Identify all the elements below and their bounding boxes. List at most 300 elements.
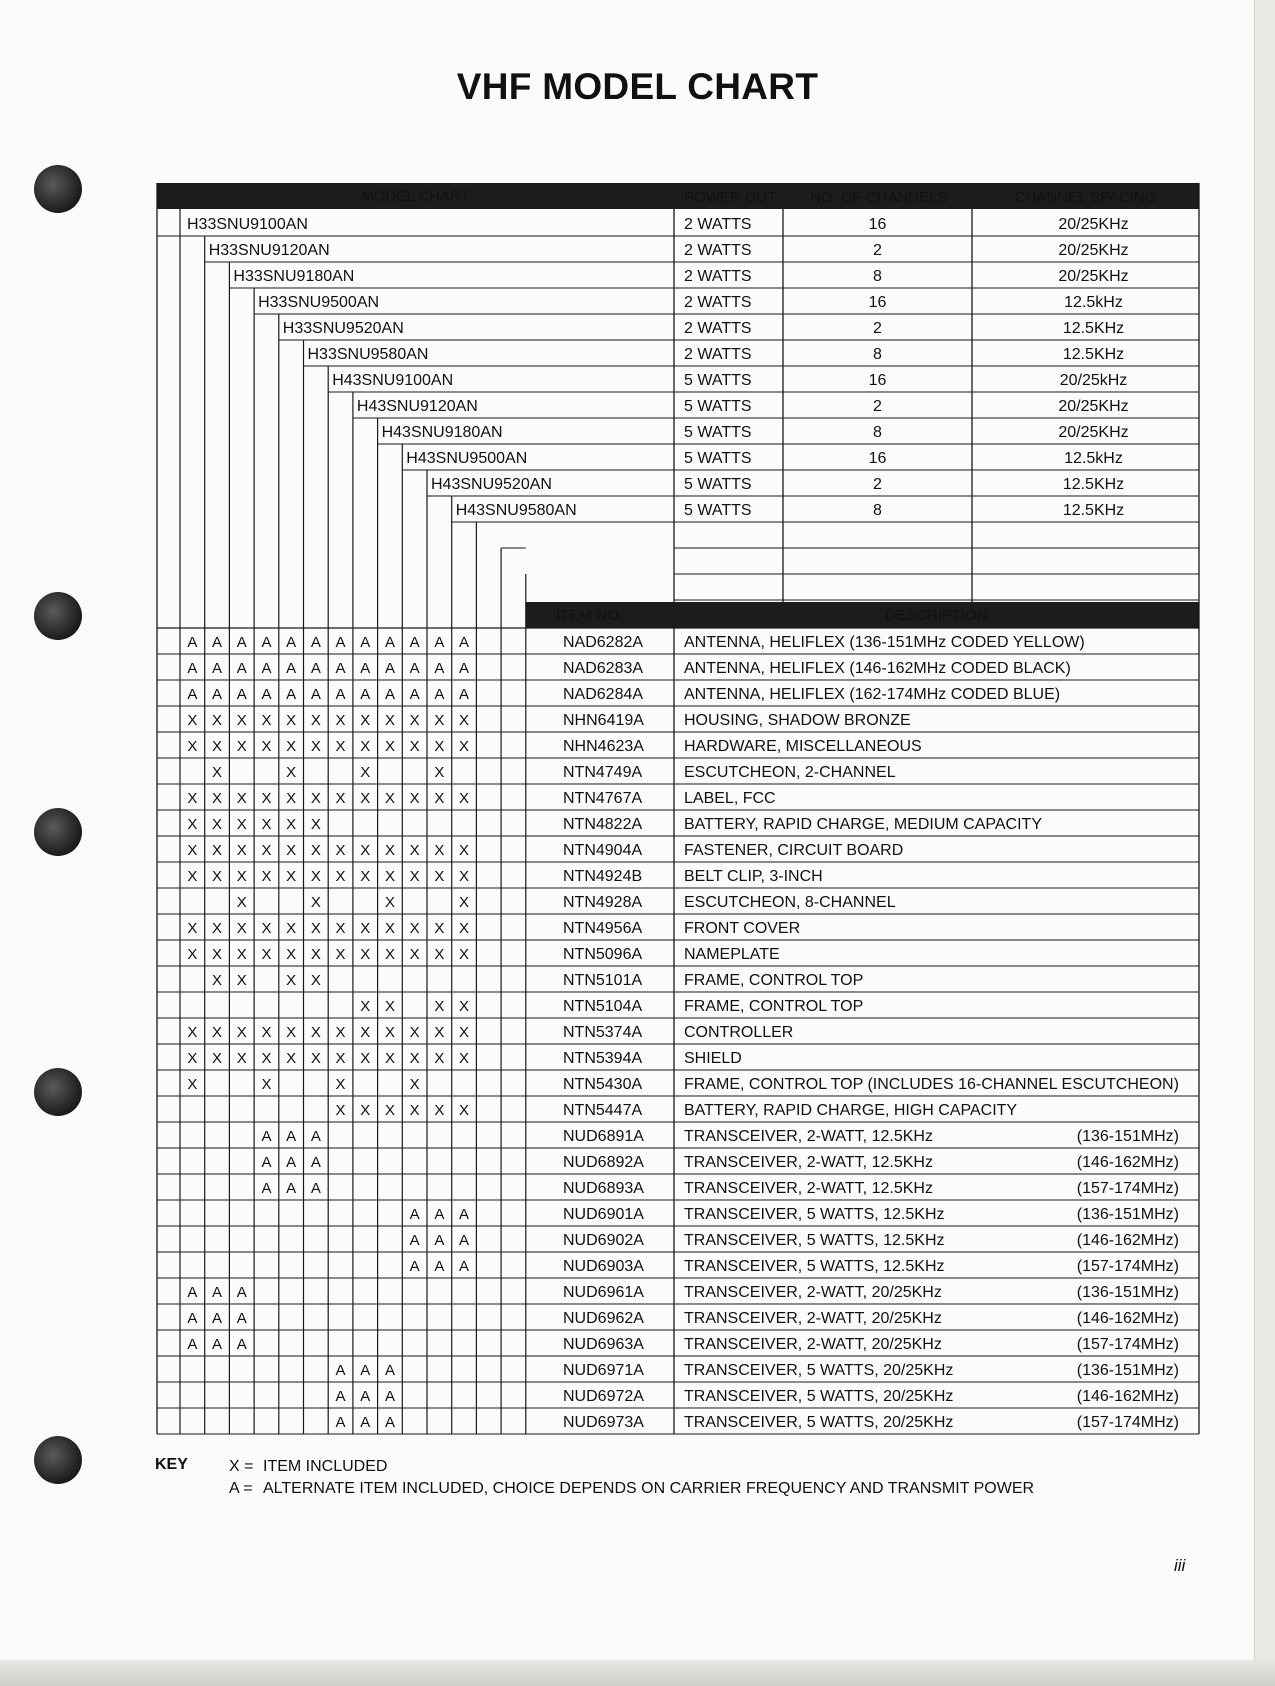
item-mark: X (286, 712, 297, 729)
key-text: ALTERNATE ITEM INCLUDED, CHOICE DEPENDS ON CARRIER FREQUENCY AND TRANSMIT POWER (263, 1480, 1035, 1497)
item-mark: X (384, 998, 395, 1015)
item-mark: X (261, 1076, 272, 1093)
item-mark: X (187, 1076, 198, 1093)
power-out-value: 2 WATTS (684, 216, 752, 233)
item-mark: A (384, 686, 395, 703)
channel-spacing-value: 12.5kHz (1064, 294, 1123, 311)
item-mark: X (384, 920, 395, 937)
item-number: NTN5104A (563, 998, 643, 1015)
item-number: NTN4956A (563, 920, 643, 937)
power-out-value: 5 WATTS (684, 372, 752, 389)
item-mark: A (286, 1180, 297, 1197)
item-number: NUD6892A (563, 1154, 644, 1171)
item-number: NTN5394A (563, 1050, 643, 1067)
channel-spacing-value: 20/25KHz (1058, 216, 1129, 233)
item-mark: X (409, 790, 420, 807)
item-mark: A (409, 1258, 420, 1275)
item-description: ANTENNA, HELIFLEX (162-174MHz CODED BLUE) (684, 686, 1061, 703)
item-mark: X (310, 1050, 321, 1067)
item-mark: X (459, 738, 470, 755)
item-mark: X (286, 920, 297, 937)
item-mark: X (459, 920, 470, 937)
item-mark: X (261, 842, 272, 859)
item-mark: X (335, 1050, 346, 1067)
item-frequency-range: (146-162MHz) (1076, 1232, 1179, 1249)
item-frequency-range: (146-162MHz) (1076, 1154, 1179, 1171)
item-mark: X (286, 842, 297, 859)
item-mark: X (286, 972, 297, 989)
item-mark: X (261, 712, 272, 729)
item-mark: A (236, 660, 247, 677)
power-out-value: 2 WATTS (684, 242, 752, 259)
item-mark: A (310, 1128, 321, 1145)
item-number: NUD6891A (563, 1128, 644, 1145)
channel-spacing-value: 20/25KHz (1058, 398, 1129, 415)
item-mark: X (261, 946, 272, 963)
item-mark: A (187, 660, 198, 677)
header-channel-spacing: CHANNEL SPACING (1014, 189, 1157, 206)
item-mark: X (409, 920, 420, 937)
channel-spacing-value: 20/25KHz (1058, 268, 1129, 285)
item-mark: X (236, 712, 247, 729)
item-mark: X (384, 894, 395, 911)
item-mark: X (384, 842, 395, 859)
item-number: NTN5430A (563, 1076, 643, 1093)
item-mark: X (459, 946, 470, 963)
item-mark: A (310, 1154, 321, 1171)
item-mark: X (384, 946, 395, 963)
item-mark: A (384, 634, 395, 651)
item-mark: A (187, 1310, 198, 1327)
item-mark: X (187, 790, 198, 807)
item-mark: X (335, 1076, 346, 1093)
item-mark: X (261, 1050, 272, 1067)
item-mark: A (384, 660, 395, 677)
item-mark: X (335, 790, 346, 807)
item-mark: X (286, 946, 297, 963)
item-mark: X (187, 842, 198, 859)
item-mark: X (360, 1024, 371, 1041)
item-mark: X (434, 1024, 445, 1041)
item-mark: X (434, 712, 445, 729)
item-mark: X (187, 1024, 198, 1041)
item-mark: X (212, 1024, 223, 1041)
item-mark: X (212, 764, 223, 781)
item-description: FRONT COVER (684, 920, 801, 937)
model-name: H43SNU9120AN (356, 398, 478, 415)
model-name: H43SNU9100AN (332, 372, 454, 389)
item-mark: A (384, 1362, 395, 1379)
power-out-value: 2 WATTS (684, 346, 752, 363)
item-mark: X (310, 894, 321, 911)
item-number: NHN4623A (563, 738, 644, 755)
item-mark: X (459, 712, 470, 729)
item-mark: X (212, 972, 223, 989)
model-name: H43SNU9520AN (431, 476, 552, 493)
item-description: TRANSCEIVER, 5 WATTS, 20/25KHz (684, 1362, 954, 1379)
item-mark: X (286, 738, 297, 755)
item-mark: X (187, 946, 198, 963)
item-mark: X (434, 790, 445, 807)
item-mark: X (335, 712, 346, 729)
item-mark: X (360, 764, 371, 781)
item-mark: X (409, 1102, 420, 1119)
item-mark: X (360, 842, 371, 859)
item-description: TRANSCEIVER, 5 WATTS, 12.5KHz (684, 1206, 945, 1223)
item-mark: X (409, 1076, 420, 1093)
item-description: TRANSCEIVER, 2-WATT, 12.5KHz (684, 1180, 933, 1197)
item-mark: X (434, 946, 445, 963)
item-mark: X (409, 868, 420, 885)
key-entry-x (229, 1458, 387, 1476)
key-symbol: X = (229, 1458, 254, 1475)
item-frequency-range: (136-151MHz) (1076, 1362, 1179, 1379)
item-description: ANTENNA, HELIFLEX (146-162MHz CODED BLACK) (684, 660, 1071, 677)
item-number: NTN5374A (563, 1024, 643, 1041)
item-description: ANTENNA, HELIFLEX (136-151MHz CODED YELLOW) (684, 634, 1085, 651)
item-mark: X (360, 868, 371, 885)
item-mark: X (384, 738, 395, 755)
item-mark: X (360, 920, 371, 937)
channel-spacing-value: 12.5kHz (1064, 450, 1123, 467)
item-number: NAD6282A (563, 634, 644, 651)
item-mark: A (360, 1388, 371, 1405)
item-mark: X (409, 712, 420, 729)
item-description: TRANSCEIVER, 2-WATT, 20/25KHz (684, 1336, 942, 1353)
item-mark: X (212, 1050, 223, 1067)
item-number: NUD6963A (563, 1336, 644, 1353)
item-mark: A (286, 634, 297, 651)
item-mark: A (459, 1258, 470, 1275)
item-mark: A (212, 634, 223, 651)
item-description: FRAME, CONTROL TOP (INCLUDES 16-CHANNEL ESCUTCHEON) (684, 1076, 1179, 1093)
item-number: NUD6902A (563, 1232, 644, 1249)
model-name: H43SNU9180AN (381, 424, 503, 441)
item-mark: X (236, 920, 247, 937)
model-name: H33SNU9180AN (233, 268, 355, 285)
item-mark: X (360, 998, 371, 1015)
channel-spacing-value: 20/25KHz (1058, 424, 1129, 441)
item-mark: X (310, 1024, 321, 1041)
item-mark: A (187, 634, 198, 651)
item-mark: A (409, 660, 420, 677)
item-mark: X (384, 1050, 395, 1067)
power-out-value: 2 WATTS (684, 268, 752, 285)
item-mark: A (434, 1258, 445, 1275)
item-mark: A (212, 1310, 223, 1327)
item-number: NUD6893A (563, 1180, 644, 1197)
item-number: NUD6903A (563, 1258, 644, 1275)
item-mark: X (360, 946, 371, 963)
item-mark: X (212, 790, 223, 807)
item-description: TRANSCEIVER, 5 WATTS, 20/25KHz (684, 1388, 954, 1405)
item-mark: X (384, 1024, 395, 1041)
item-mark: X (310, 868, 321, 885)
item-mark: A (434, 660, 445, 677)
power-out-value: 5 WATTS (684, 450, 752, 467)
item-number: NUD6901A (563, 1206, 644, 1223)
item-frequency-range: (136-151MHz) (1076, 1206, 1179, 1223)
item-mark: X (409, 946, 420, 963)
item-mark: X (360, 712, 371, 729)
key-entry-a (229, 1480, 1034, 1498)
item-number: NUD6972A (563, 1388, 644, 1405)
item-description: ESCUTCHEON, 2-CHANNEL (684, 764, 896, 781)
item-description: LABEL, FCC (684, 790, 776, 807)
item-mark: X (360, 738, 371, 755)
item-mark: A (212, 660, 223, 677)
item-mark: X (434, 868, 445, 885)
item-mark: X (310, 842, 321, 859)
item-mark: X (335, 1024, 346, 1041)
item-mark: X (335, 946, 346, 963)
channel-count-value: 2 (873, 398, 882, 415)
item-mark: X (236, 790, 247, 807)
model-name: H43SNU9580AN (455, 502, 577, 519)
item-mark: A (310, 686, 321, 703)
item-mark: A (236, 634, 247, 651)
item-number: NAD6283A (563, 660, 644, 677)
item-mark: A (360, 1362, 371, 1379)
item-mark: X (434, 1050, 445, 1067)
item-description: TRANSCEIVER, 5 WATTS, 12.5KHz (684, 1232, 945, 1249)
item-mark: X (212, 738, 223, 755)
item-number: NTN4822A (563, 816, 643, 833)
item-mark: X (310, 790, 321, 807)
channel-count-value: 8 (873, 502, 882, 519)
model-name: H33SNU9120AN (208, 242, 330, 259)
item-mark: A (459, 1206, 470, 1223)
item-description: BATTERY, RAPID CHARGE, HIGH CAPACITY (684, 1102, 1018, 1119)
item-mark: A (187, 1336, 198, 1353)
item-number: NUD6962A (563, 1310, 644, 1327)
item-mark: X (459, 842, 470, 859)
item-mark: X (212, 816, 223, 833)
item-mark: A (384, 1388, 395, 1405)
header-channels: NO. OF CHANNELS (810, 189, 948, 206)
item-mark: X (261, 868, 272, 885)
item-description: BATTERY, RAPID CHARGE, MEDIUM CAPACITY (684, 816, 1042, 833)
item-description: FRAME, CONTROL TOP (684, 998, 864, 1015)
item-number: NUD6961A (563, 1284, 644, 1301)
item-mark: X (335, 1102, 346, 1119)
item-mark: A (409, 686, 420, 703)
items-header-bar (526, 602, 1199, 628)
item-mark: X (360, 1050, 371, 1067)
item-number: NTN5101A (563, 972, 643, 989)
item-mark: X (434, 738, 445, 755)
item-mark: X (286, 764, 297, 781)
item-mark: A (360, 686, 371, 703)
item-mark: X (434, 842, 445, 859)
header-model-chart: MODEL CHART (361, 188, 470, 205)
item-number: NTN5447A (563, 1102, 643, 1119)
item-mark: X (236, 894, 247, 911)
item-mark: X (236, 946, 247, 963)
item-mark: A (261, 1154, 272, 1171)
item-mark: X (236, 842, 247, 859)
item-description: TRANSCEIVER, 2-WATT, 12.5KHz (684, 1154, 933, 1171)
item-mark: A (261, 1128, 272, 1145)
item-mark: A (434, 1206, 445, 1223)
item-mark: X (236, 1024, 247, 1041)
item-mark: A (261, 686, 272, 703)
power-out-value: 5 WATTS (684, 398, 752, 415)
item-mark: X (261, 738, 272, 755)
power-out-value: 5 WATTS (684, 476, 752, 493)
item-description: TRANSCEIVER, 2-WATT, 20/25KHz (684, 1284, 942, 1301)
item-mark: A (236, 1336, 247, 1353)
item-mark: X (434, 1102, 445, 1119)
item-mark: X (261, 1024, 272, 1041)
channel-spacing-value: 12.5KHz (1062, 320, 1125, 337)
item-mark: X (187, 868, 198, 885)
item-description: SHIELD (684, 1050, 742, 1067)
channel-count-value: 8 (873, 424, 882, 441)
item-mark: A (212, 1284, 223, 1301)
item-number: NUD6971A (563, 1362, 644, 1379)
channel-spacing-value: 12.5KHz (1062, 346, 1125, 363)
item-mark: X (310, 920, 321, 937)
channel-count-value: 16 (868, 450, 887, 467)
channel-count-value: 16 (868, 216, 887, 233)
model-name: H33SNU9100AN (187, 216, 308, 233)
item-number: NTN4904A (563, 842, 643, 859)
item-mark: A (310, 1180, 321, 1197)
channel-count-value: 2 (873, 320, 882, 337)
item-number: NTN4924B (563, 868, 643, 885)
item-mark: A (212, 1336, 223, 1353)
item-mark: X (459, 868, 470, 885)
channel-count-value: 8 (873, 268, 882, 285)
item-mark: A (335, 634, 346, 651)
item-mark: A (261, 634, 272, 651)
item-mark: X (286, 790, 297, 807)
item-mark: X (434, 920, 445, 937)
item-mark: X (434, 998, 445, 1015)
item-number: NAD6284A (563, 686, 644, 703)
power-out-value: 5 WATTS (684, 424, 752, 441)
item-description: ESCUTCHEON, 8-CHANNEL (684, 894, 896, 911)
item-mark: X (360, 1102, 371, 1119)
item-mark: X (360, 790, 371, 807)
item-number: NUD6973A (563, 1414, 644, 1431)
item-frequency-range: (157-174MHz) (1076, 1180, 1179, 1197)
item-mark: A (459, 634, 470, 651)
item-frequency-range: (146-162MHz) (1076, 1388, 1179, 1405)
item-mark: X (310, 946, 321, 963)
item-mark: X (335, 868, 346, 885)
power-out-value: 5 WATTS (684, 502, 752, 519)
item-mark: X (212, 842, 223, 859)
item-mark: A (236, 1310, 247, 1327)
item-mark: X (459, 1024, 470, 1041)
item-mark: X (459, 790, 470, 807)
item-mark: X (286, 868, 297, 885)
item-mark: A (459, 660, 470, 677)
item-mark: X (384, 712, 395, 729)
item-mark: X (384, 1102, 395, 1119)
channel-spacing-value: 12.5KHz (1062, 502, 1125, 519)
item-mark: X (187, 1050, 198, 1067)
model-name: H33SNU9500AN (258, 294, 380, 311)
channel-spacing-value: 20/25KHz (1058, 242, 1129, 259)
item-mark: A (434, 634, 445, 651)
item-mark: A (384, 1414, 395, 1431)
channel-count-value: 2 (873, 242, 882, 259)
page-number: iii (1174, 1556, 1186, 1575)
model-name: H33SNU9520AN (282, 320, 404, 337)
header-description: DESCRIPTION (885, 607, 988, 624)
item-mark: A (261, 660, 272, 677)
model-name: H43SNU9500AN (406, 450, 528, 467)
item-mark: X (212, 920, 223, 937)
item-mark: A (212, 686, 223, 703)
channel-count-value: 2 (873, 476, 882, 493)
item-mark: X (384, 868, 395, 885)
item-number: NTN4928A (563, 894, 643, 911)
item-frequency-range: (157-174MHz) (1076, 1414, 1179, 1431)
item-number: NHN6419A (563, 712, 644, 729)
item-mark: X (409, 1024, 420, 1041)
item-mark: X (459, 1050, 470, 1067)
item-mark: X (212, 946, 223, 963)
model-name: H33SNU9580AN (307, 346, 429, 363)
item-mark: A (187, 1284, 198, 1301)
channel-spacing-value: 20/25kHz (1059, 372, 1128, 389)
item-mark: A (286, 1128, 297, 1145)
item-mark: A (434, 686, 445, 703)
item-frequency-range: (157-174MHz) (1076, 1336, 1179, 1353)
item-mark: X (187, 816, 198, 833)
item-description: TRANSCEIVER, 2-WATT, 12.5KHz (684, 1128, 933, 1145)
item-mark: X (459, 998, 470, 1015)
key-text: ITEM INCLUDED (263, 1458, 388, 1475)
item-mark: A (310, 634, 321, 651)
item-mark: X (409, 738, 420, 755)
item-mark: X (409, 1050, 420, 1067)
channel-count-value: 8 (873, 346, 882, 363)
item-mark: X (261, 920, 272, 937)
item-mark: X (261, 790, 272, 807)
item-mark: A (409, 634, 420, 651)
item-mark: X (286, 1024, 297, 1041)
item-description: TRANSCEIVER, 5 WATTS, 12.5KHz (684, 1258, 945, 1275)
item-mark: X (459, 1102, 470, 1119)
item-mark: X (187, 920, 198, 937)
item-mark: A (360, 660, 371, 677)
item-mark: X (310, 712, 321, 729)
item-number: NTN5096A (563, 946, 643, 963)
item-mark: X (434, 764, 445, 781)
item-mark: A (335, 686, 346, 703)
item-description: NAMEPLATE (684, 946, 780, 963)
item-mark: A (310, 660, 321, 677)
item-mark: X (310, 816, 321, 833)
item-mark: X (286, 816, 297, 833)
item-mark: X (286, 1050, 297, 1067)
power-out-value: 2 WATTS (684, 294, 752, 311)
item-description: HOUSING, SHADOW BRONZE (684, 712, 911, 729)
item-number: NTN4767A (563, 790, 643, 807)
channel-spacing-value: 12.5KHz (1062, 476, 1125, 493)
item-mark: X (212, 712, 223, 729)
item-mark: X (236, 738, 247, 755)
item-mark: X (261, 816, 272, 833)
item-frequency-range: (136-151MHz) (1076, 1128, 1179, 1145)
item-mark: A (187, 686, 198, 703)
item-mark: X (335, 842, 346, 859)
